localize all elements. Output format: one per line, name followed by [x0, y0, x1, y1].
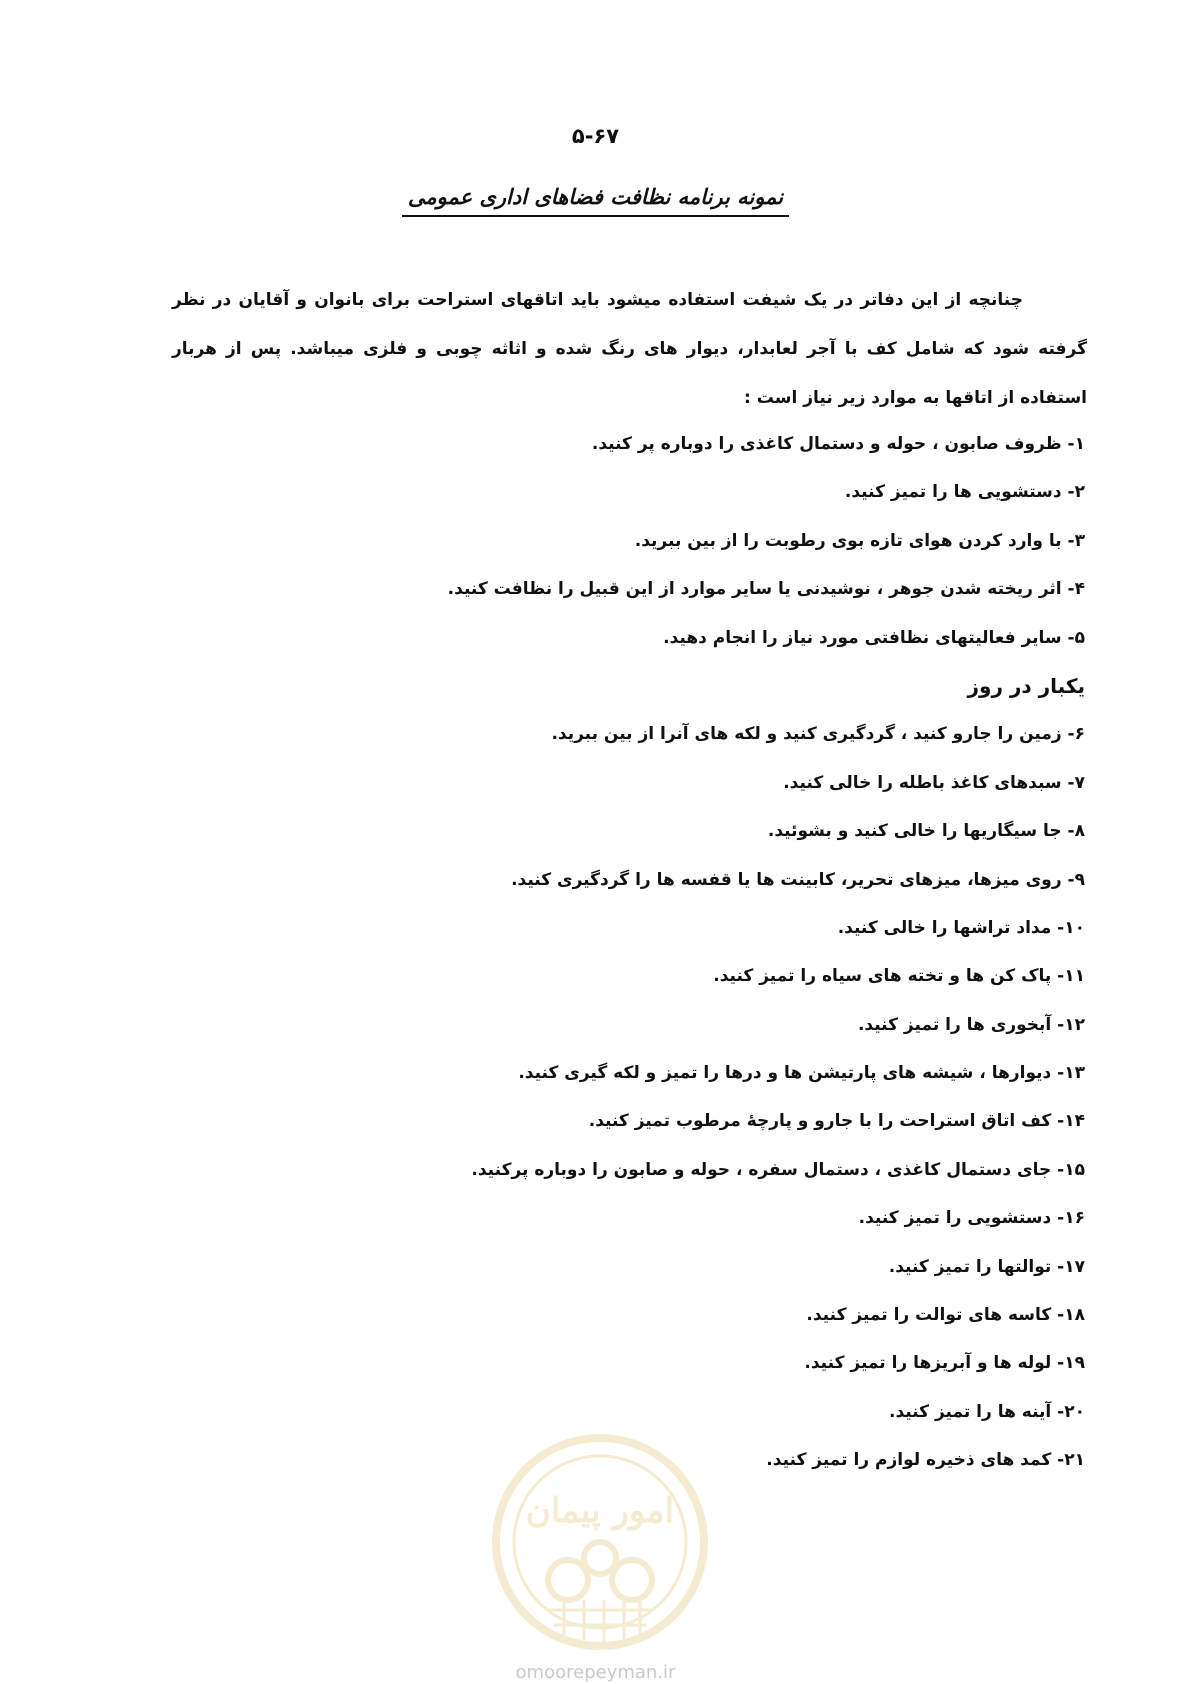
- watermark-logo: [488, 1430, 712, 1660]
- list-item: ۱۳- دیوارها ، شیشه های پارتیشن ها و درها را تمیز و لکه گیری کنید.: [518, 1063, 1085, 1084]
- watermark-url: omoorepeyman.ir: [515, 1662, 676, 1683]
- list-item: ۲۰- آینه ها را تمیز کنید.: [889, 1401, 1085, 1422]
- list-item: ۱۷- توالتها را تمیز کنید.: [888, 1256, 1085, 1277]
- section-heading-daily: یکبار در روز: [967, 673, 1085, 698]
- list-item: ۸- جا سیگاریها را خالی کنید و بشوئید.: [767, 821, 1085, 842]
- cleaning-task-list: [185, 420, 1085, 1485]
- list-item: ۴- اثر ریخته شدن جوهر ، نوشیدنی یا سایر موارد از این قبیل را نظافت کنید.: [447, 579, 1085, 600]
- list-item: ۱۴- کف اتاق استراحت را با جارو و پارچهٔ مرطوب تمیز کنید.: [588, 1111, 1085, 1132]
- document-title-text: نمونه برنامه نظافت فضاهای اداری عمومی: [402, 184, 789, 217]
- list-item: ۲۱- کمد های ذخیره لوازم را تمیز کنید.: [766, 1450, 1085, 1471]
- list-item: ۵- سایر فعالیتهای نظافتی مورد نیاز را انجام دهید.: [663, 627, 1085, 648]
- list-item: ۱۰- مداد تراشها را خالی کنید.: [837, 917, 1085, 938]
- intro-paragraph: چنانچه از این دفاتر در یک شیفت استفاده میشود باید اتاقهای استراحت برای بانوان و آقایان در نظر گرفته شود که شامل کف با آجر لعابدار، دیوار های رنگ شده و اثاثه چوبی و فلزی میباشد. پس از هربار استفاده از اتاقها به موارد زیر نیاز است :: [172, 290, 1087, 408]
- list-item: ۳- با وارد کردن هوای تازه بوی رطوبت را از بین ببرید.: [634, 530, 1085, 551]
- list-item: ۷- سبدهای کاغذ باطله را خالی کنید.: [783, 772, 1085, 793]
- watermark-logo-text: امور پیمان: [525, 1491, 675, 1531]
- list-item: ۱۸- کاسه های توالت را تمیز کنید.: [806, 1305, 1085, 1326]
- list-item: ۶- زمین را جارو کنید ، گردگیری کنید و لکه های آنرا از بین ببرید.: [551, 724, 1085, 745]
- list-item: ۹- روی میزها، میزهای تحریر، کابینت ها یا قفسه ها را گردگیری کنید.: [511, 869, 1085, 890]
- list-item: ۱۱- پاک کن ها و تخته های سیاه را تمیز کنید.: [713, 966, 1085, 987]
- list-item: ۱- ظروف صابون ، حوله و دستمال کاغذی را دوباره پر کنید.: [591, 434, 1085, 454]
- list-item: ۱۹- لوله ها و آبریزها را تمیز کنید.: [804, 1353, 1085, 1374]
- list-item: ۱۲- آبخوری ها را تمیز کنید.: [857, 1014, 1085, 1035]
- list-item: ۱۵- جای دستمال کاغذی ، دستمال سفره ، حوله و صابون را دوباره پرکنید.: [471, 1159, 1085, 1180]
- document-title: [0, 184, 1191, 217]
- list-item: ۲- دستشویی ها را تمیز کنید.: [844, 482, 1085, 503]
- gear-icon: [548, 1542, 652, 1600]
- list-item: ۱۶- دستشویی را تمیز کنید.: [858, 1208, 1085, 1229]
- page-number: ۵-۶۷: [571, 124, 620, 148]
